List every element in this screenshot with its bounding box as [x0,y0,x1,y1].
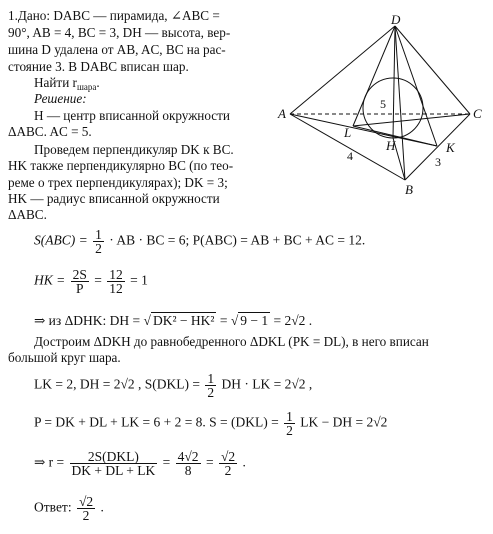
sqrt-9-1: 9 − 1 [240,313,269,328]
segment-AK [290,114,437,146]
find-subscript: шара [76,82,97,92]
find-line: Найти $r_{шара}$. [34,75,100,92]
fraction-sqrt2-2: $\frac{√2}{2}$ [220,449,236,478]
eq-area-left: S(ABC) = [34,232,88,248]
segment-CL [353,114,470,126]
solution-line-5: реме о трех перпендикулярах); DK = 3; [8,175,228,190]
eq-hk-left: HK = [34,272,66,288]
eq-area-mid: · AB · BC = 6; P(ABC) = AB + BC + AC = 12. [109,232,366,248]
eq-dhk-left: ⇒ из ΔDHK: DH = [34,313,141,328]
fraction-half-2: $\frac{1}{2}$ [207,371,215,400]
equation-hk: HK = $\frac{2S}{P}$ = $\frac{12}{12}$ = 1 [34,267,148,296]
eq-r-left: ⇒ r = [34,454,65,470]
edge-DA [290,26,395,114]
problem-line-4: стояние 3. В DABC вписан шар. [8,59,189,74]
edge-DL [353,26,395,126]
segment-HB [393,138,405,180]
solution-line-1: H — центр вписанной окружности [34,108,230,123]
segment-LK [353,126,437,146]
problem-line-1: 1.Дано: DABC — пирамида, ∠ABC = [8,8,220,23]
problem-line-3: шина D удалена от AB, AC, BC на рас- [8,42,226,57]
solution-line-4: HK также перпендикулярно BC (по тео- [8,158,234,173]
label-L: L [344,125,352,140]
eq-lk-tail: DH · LK = 2√2 , [221,376,313,392]
equation-lk [34,372,312,399]
find-label: Найти r [34,75,77,90]
label-radius-5: 5 [380,97,386,111]
fraction-12-12: $\frac{12}{12}$ [109,267,123,296]
fraction-4sqrt2-8: $\frac{4√2}{8}$ [177,449,199,478]
sqrt-dk-hk: DK² − HK² [152,313,215,328]
eq-p-left: P = DK + DL + LK = 6 + 2 = 8. S = (DKL) = [34,414,279,430]
label-C: C [473,106,482,121]
edge-DK [395,26,437,146]
answer-label: Ответ: [34,499,72,515]
edge-DB [395,26,405,180]
label-H: H [386,138,396,153]
equation-perimeter [34,410,387,437]
solution-line-9: большой круг шара. [8,350,121,365]
solution-line-3: Проведем перпендикуляр DK к BC. [34,142,234,157]
answer-fraction: $\frac{√2}{2}$ [78,494,94,523]
label-K: K [446,140,455,155]
label-A: A [278,106,286,121]
edge-DH [393,26,395,138]
inscribed-sphere [363,78,423,138]
solution-label: Решение: [34,91,87,106]
solution-line-8: Достроим ΔDKH до равнобедренного ΔDKL (PK = DL), в него вписан [34,334,429,349]
label-B: B [405,182,413,197]
equation-r: ⇒ r = $\frac{\text{2S(DKL)}}{DK + DL + LK}$ = $\frac{4√2}{8}$ = $\frac{√2}{2}$ . [34,449,246,478]
solution-line-7: ΔABC. [8,207,47,222]
eq-dhk-tail: = 2√2 . [273,313,313,328]
label-D: D [391,12,401,27]
problem-line-2: 90°, AB = 4, BC = 3, DH — высота, вер- [8,25,231,40]
answer: Ответ: $\frac{√2}{2}$ . [34,494,104,523]
equation-dh: ⇒ из ΔDHK: DH = √ DK² − HK² = √ 9 − 1 = 2√2 . [34,313,313,328]
fraction-half-3: $\frac{1}{2}$ [286,409,293,438]
solution-line-2: ΔABC. AC = 5. [8,124,92,139]
label-edge-3: 3 [435,155,441,169]
eq-lk-left: LK = 2, DH = 2√2 , S(DKL) = [34,376,200,392]
fraction-half: $\frac{1}{2}$ [95,227,102,256]
label-edge-4: 4 [347,149,353,163]
edge-DC [395,26,470,114]
edge-AB [290,114,405,180]
edge-BC [405,114,470,180]
eq-p-tail: LK − DH = 2√2 [300,414,388,430]
equation-area [34,228,365,255]
solution-line-6: HK — радиус вписанной окружности [8,191,220,206]
eq-hk-tail: = 1 [130,272,148,288]
fraction-r: $\frac{\text{2S(DKL)}}{DK + DL + LK}$ [71,449,156,478]
fraction-2s-p: $\frac{2S}{P}$ [72,267,87,296]
